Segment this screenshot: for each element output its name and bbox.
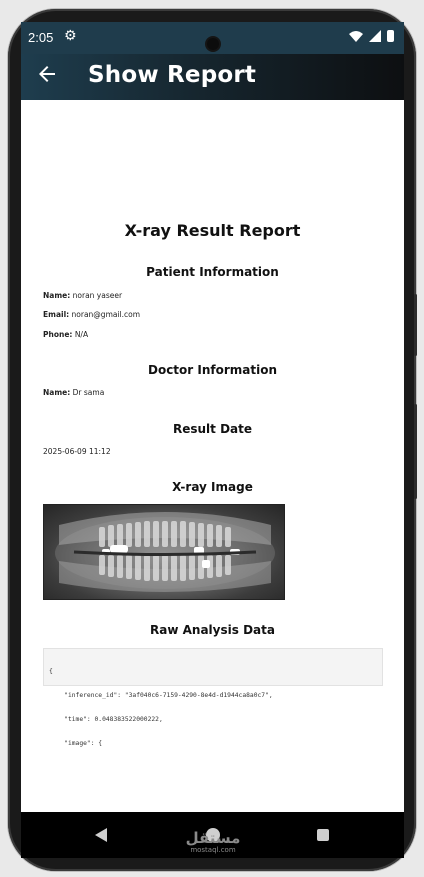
wifi-icon [349,29,363,43]
back-arrow-icon[interactable] [35,62,59,86]
raw-line: { [49,668,53,675]
nav-back-icon[interactable] [95,828,107,842]
xray-image-heading: X-ray Image [172,480,253,494]
side-button-volume [414,404,417,499]
battery-icon [387,30,394,42]
cellular-signal-icon [369,30,381,42]
xray-image [43,504,285,600]
raw-line: "time": 0.048383522000222, [49,716,163,723]
app-bar [21,54,404,100]
side-button-power [414,294,417,356]
report-title: X-ray Result Report [124,221,301,240]
result-date-heading: Result Date [172,422,253,436]
patient-email-value: noran@gmail.com [71,310,141,319]
patient-name-value: noran yaseer [72,291,123,300]
navigation-bar [21,812,404,858]
status-bar [21,22,404,54]
doctor-name-value: Dr sama [72,388,105,397]
patient-phone-row [43,330,88,339]
result-date-value: 2025-06-09 11:12 [43,447,111,456]
raw-line: "inference_id": "3af040c6-7159-4290-8e4d-d1944ca8a0c7", [49,692,273,699]
patient-info-heading: Patient Information [146,265,279,279]
doctor-info-heading: Doctor Information [147,363,278,377]
nav-recents-icon[interactable] [317,829,329,841]
screen [21,22,404,858]
patient-email-label: Email: [43,310,70,319]
dental-xray-illustration [44,505,286,601]
doctor-name-label: Name: [43,388,71,397]
patient-phone-label: Phone: [43,330,73,339]
doctor-name-row [43,388,104,397]
front-camera [207,38,219,50]
raw-line: "image": { [49,740,103,747]
status-time: 2:05 [28,30,54,45]
watermark-latin: mostaql.com [190,846,236,854]
watermark [177,830,249,854]
report-document[interactable] [21,100,404,812]
watermark-arabic: مستقل [185,829,241,847]
patient-name-row [43,291,122,300]
settings-gear-icon: ⚙ [64,28,77,44]
raw-analysis-code-block[interactable] [43,648,383,747]
status-icons [349,29,394,43]
patient-phone-value: N/A [74,330,89,339]
raw-analysis-heading: Raw Analysis Data [150,623,275,637]
page-title: Show Report [88,62,257,88]
patient-name-label: Name: [43,291,71,300]
patient-email-row [43,310,140,319]
